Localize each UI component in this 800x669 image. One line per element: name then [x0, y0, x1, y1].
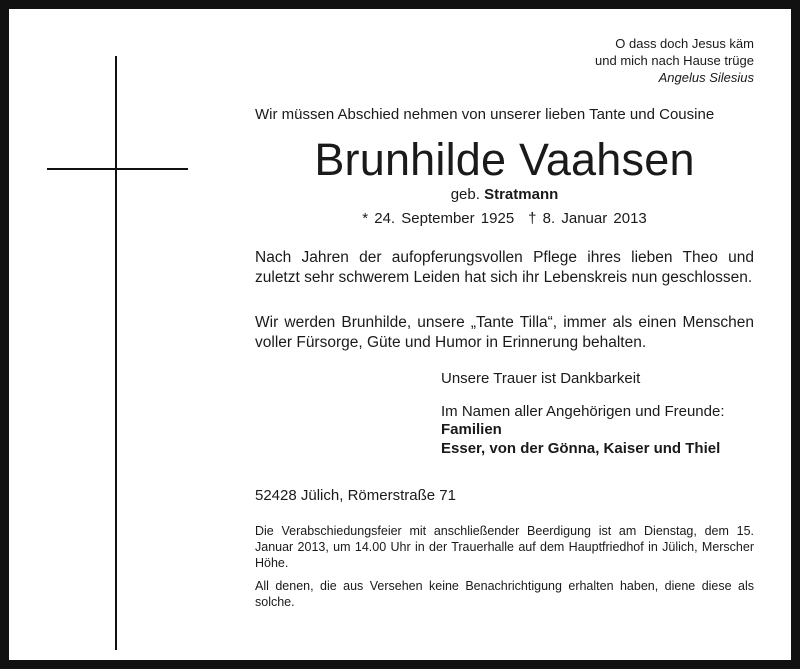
birth-name	[255, 186, 754, 204]
life-dates	[255, 210, 754, 228]
closing-on-behalf: Im Namen aller Angehörigen und Freunde:	[441, 403, 725, 420]
intro-text: Wir müssen Abschied nehmen von unserer lieben Tante und Cousine	[255, 106, 715, 123]
quote-line-1: O dass doch Jesus käm	[615, 36, 754, 51]
birth-name-surname: Stratmann	[484, 186, 559, 203]
paragraph-memory: Wir werden Brunhilde, unsere „Tante Tilla“, immer als einen Menschen voller Fürsorge, Güte und Humor in Erinnerung behalten.	[255, 314, 754, 351]
address: 52428 Jülich, Römerstraße 71	[255, 487, 456, 504]
death-date: † 8. Januar 2013	[528, 210, 647, 227]
quote-author: Angelus Silesius	[658, 70, 754, 85]
closing-family-names: Esser, von der Gönna, Kaiser und Thiel	[441, 440, 721, 457]
cross-icon-vertical	[115, 56, 117, 650]
closing-trauer: Unsere Trauer ist Dankbarkeit	[441, 370, 641, 387]
birth-name-prefix: geb.	[450, 186, 480, 203]
quote-line-2: und mich nach Hause trüge	[595, 53, 754, 68]
paragraph-care: Nach Jahren der aufopferungsvollen Pflege ihres lieben Theo und zuletzt sehr schwerem Leiden hat sich ihr Lebenskreis nun geschlossen.	[255, 249, 754, 286]
deceased-name: Brunhilde Vaahsen	[314, 134, 695, 185]
notification-notice: All denen, die aus Versehen keine Benachrichtigung erhalten haben, diene diese als solche.	[255, 579, 754, 609]
bible-quote	[595, 35, 754, 86]
cross-icon-horizontal	[47, 168, 188, 170]
birth-date: * 24. September 1925	[362, 210, 515, 227]
closing-familien: Familien	[441, 421, 502, 438]
ceremony-notice: Die Verabschiedungsfeier mit anschließender Beerdigung ist am Dienstag, dem 15. Januar 2013, um 14.00 Uhr in der Trauerhalle auf dem Hauptfriedhof in Jülich, Merscher Höhe.	[255, 524, 754, 570]
